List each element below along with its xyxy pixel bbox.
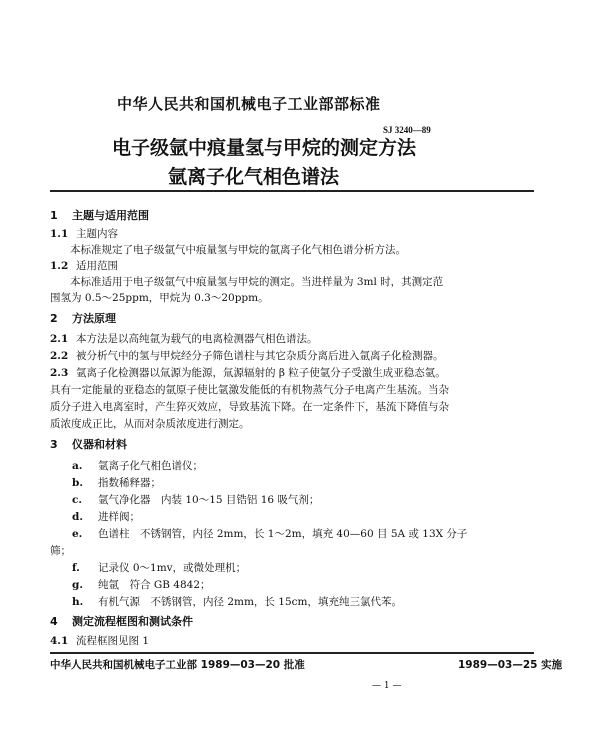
section-number: 2.3 bbox=[50, 367, 69, 379]
section-2-3-line2: 具有一定能量的亚稳态的氩原子使比氩激发能低的有机物蒸气分子电离产生基流。当杂 bbox=[50, 384, 449, 396]
section-number: 1 bbox=[50, 209, 58, 222]
item-letter: f. bbox=[72, 562, 80, 574]
section-number: 3 bbox=[50, 438, 58, 451]
footer-divider bbox=[50, 652, 534, 654]
section-2-2 bbox=[50, 348, 444, 363]
instrument-item-h bbox=[72, 594, 402, 609]
section-1-1-heading bbox=[50, 226, 118, 241]
item-text: 指数稀释器； bbox=[98, 477, 161, 489]
instrument-item-g bbox=[72, 577, 211, 592]
section-title: 方法原理 bbox=[72, 312, 116, 325]
section-2-3-line1 bbox=[50, 365, 446, 380]
section-4-1 bbox=[50, 633, 149, 648]
section-number: 1.1 bbox=[50, 228, 69, 240]
document-title-line2: 氩离子化气相色谱法 bbox=[168, 166, 340, 188]
section-number: 1.2 bbox=[50, 260, 69, 272]
item-text: 有机气源 不锈钢管，内径 2mm，长 15cm，填充纯三氯代苯。 bbox=[98, 596, 402, 608]
standard-code: SJ 3240—89 bbox=[383, 125, 431, 135]
section-title: 适用范围 bbox=[76, 260, 118, 272]
section-number: 2.2 bbox=[50, 350, 69, 362]
item-letter: h. bbox=[72, 596, 84, 608]
item-letter: g. bbox=[72, 579, 83, 591]
instrument-item-d bbox=[72, 509, 140, 524]
instrument-item-a bbox=[72, 458, 203, 473]
implementation-date: 1989—03—25 实施 bbox=[458, 659, 563, 671]
header-divider bbox=[50, 190, 534, 192]
approval-date: 中华人民共和国机械电子工业部 1989—03—20 批准 bbox=[50, 659, 305, 671]
paragraph-text: 流程框图见图 1 bbox=[76, 635, 150, 647]
section-2-3-line3: 质分子进入电离室时，产生猝灭效应，导致基流下降。在一定条件下，基流下降值与杂 bbox=[50, 401, 449, 413]
instrument-item-e bbox=[72, 526, 467, 541]
section-title: 测定流程框图和测试条件 bbox=[72, 615, 193, 628]
paragraph-text: 氩离子化检测器以氚源为能源，氚源辐射的 β 粒子使氩分子受激生成亚稳态氩。 bbox=[76, 367, 446, 379]
item-letter: b. bbox=[72, 477, 83, 489]
section-1-1-text: 本标准规定了电子级氩气中痕量氢与甲烷的氩离子化气相色谱分析方法。 bbox=[70, 244, 406, 256]
section-1-2-text-line1: 本标准适用于电子级氩气中痕量氢与甲烷的测定。当进样量为 3ml 时，其测定范 bbox=[70, 276, 444, 288]
page-number: — 1 — bbox=[372, 681, 402, 691]
item-text: 氩离子化气相色谱仪； bbox=[98, 460, 203, 472]
item-text: 记录仪 0～1mv，或微处理机； bbox=[98, 562, 247, 574]
item-letter: d. bbox=[72, 511, 83, 523]
item-text: 纯氩 符合 GB 4842； bbox=[98, 579, 211, 591]
section-3-heading bbox=[50, 436, 127, 452]
section-title: 主题内容 bbox=[76, 228, 118, 240]
instrument-item-c bbox=[72, 492, 319, 507]
item-letter: e. bbox=[72, 528, 83, 540]
section-2-3-line4: 质浓度成正比，从而对杂质浓度进行测定。 bbox=[50, 418, 250, 430]
section-number: 4 bbox=[50, 615, 58, 628]
section-title: 仪器和材料 bbox=[72, 438, 127, 451]
item-letter: a. bbox=[72, 460, 83, 472]
section-number: 2 bbox=[50, 312, 58, 325]
instrument-item-f bbox=[72, 560, 246, 575]
instrument-item-b bbox=[72, 475, 161, 490]
section-1-heading bbox=[50, 207, 149, 223]
item-text: 进样阀； bbox=[98, 511, 140, 523]
section-2-1 bbox=[50, 331, 318, 346]
section-2-heading bbox=[50, 310, 116, 326]
section-1-2-text-line2: 围氢为 0.5～25ppm，甲烷为 0.3～20ppm。 bbox=[50, 292, 269, 304]
issuing-organization: 中华人民共和国机械电子工业部部标准 bbox=[117, 95, 381, 113]
item-text: 氩气净化器 内装 10～15 目锆铝 16 吸气剂； bbox=[98, 494, 320, 506]
paragraph-text: 本方法是以高纯氩为载气的电离检测器气相色谱法。 bbox=[76, 333, 318, 345]
paragraph-text: 被分析气中的氢与甲烷经分子筛色谱柱与其它杂质分离后进入氩离子化检测器。 bbox=[76, 350, 444, 362]
item-text: 色谱柱 不锈钢管，内径 2mm，长 1～2m，填充 40—60 目 5A 或 13X 分子 bbox=[98, 528, 468, 540]
section-number: 4.1 bbox=[50, 635, 69, 647]
document-title-line1: 电子级氩中痕量氢与甲烷的测定方法 bbox=[112, 137, 417, 159]
section-4-heading bbox=[50, 613, 193, 629]
instrument-item-e-continuation: 筛； bbox=[50, 545, 71, 557]
item-letter: c. bbox=[72, 494, 83, 506]
section-title: 主题与适用范围 bbox=[72, 209, 149, 222]
section-1-2-heading bbox=[50, 258, 118, 273]
section-number: 2.1 bbox=[50, 333, 69, 345]
